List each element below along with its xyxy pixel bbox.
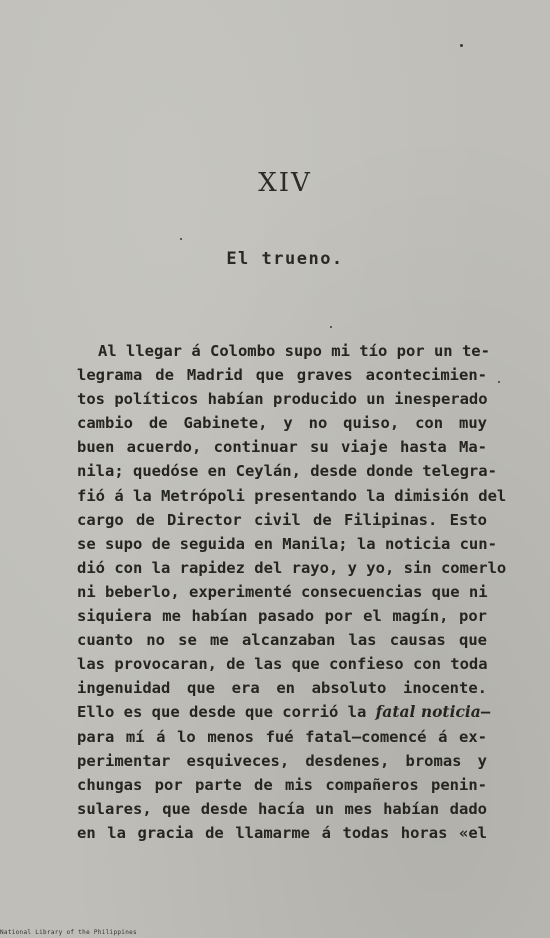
chapter-number: XIV xyxy=(258,168,312,198)
text-line: sulares, que desde hacía un mes habían dado xyxy=(77,799,487,818)
text-line: siquiera me habían pasado por el magín, por xyxy=(77,607,487,626)
text-line: Al llegar á Colombo supo mi tío por un te- xyxy=(98,342,490,360)
chapter-title: El trueno. xyxy=(226,249,344,269)
text-line: cambio de Gabinete, y no quiso, con muy xyxy=(77,414,487,433)
paper-speck xyxy=(180,238,182,240)
text-line: nila; quedóse en Ceylán, desde donde telegra- xyxy=(77,462,497,481)
text-line: en la gracia de llamarme á todas horas «el xyxy=(77,823,487,842)
text-line-with-italic xyxy=(77,700,491,724)
text-line: las provocaran, de las que confieso con toda xyxy=(77,655,488,674)
text-segment: Ello es que desde que corrió la xyxy=(77,703,376,722)
text-line: fió á la Metrópoli presentando la dimisión del xyxy=(77,486,507,505)
text-segment: — xyxy=(480,703,491,722)
text-line: legrama de Madrid que graves acontecimien- xyxy=(77,366,487,385)
text-line: ni beberlo, experimenté consecuencias que ni xyxy=(77,582,488,601)
text-line: cargo de Director civil de Filipinas. Esto xyxy=(77,510,487,529)
paper-speck xyxy=(460,44,463,47)
library-credit: National Library of the Philippines xyxy=(0,929,137,936)
text-line: perimentar esquiveces, desdenes, bromas y xyxy=(77,751,487,770)
paper-speck xyxy=(498,381,500,383)
text-line: para mí á lo menos fué fatal—comencé á ex- xyxy=(77,727,487,746)
text-line: tos políticos habían producido un inesperado xyxy=(77,390,488,409)
paper-speck xyxy=(330,326,332,328)
text-line: buen acuerdo, continuar su viaje hasta Ma- xyxy=(77,438,487,457)
text-line: se supo de seguida en Manila; la noticia cun- xyxy=(77,534,497,553)
body-paragraph xyxy=(77,339,507,845)
text-line: ingenuidad que era en absoluto inocente. xyxy=(77,679,487,698)
text-line: cuanto no se me alcanzaban las causas que xyxy=(77,631,487,650)
text-line: chungas por parte de mis compañeros penin- xyxy=(77,775,487,794)
text-line: dió con la rapidez del rayo, y yo, sin comerlo xyxy=(77,558,507,577)
italic-phrase: fatal noticia xyxy=(375,702,481,722)
